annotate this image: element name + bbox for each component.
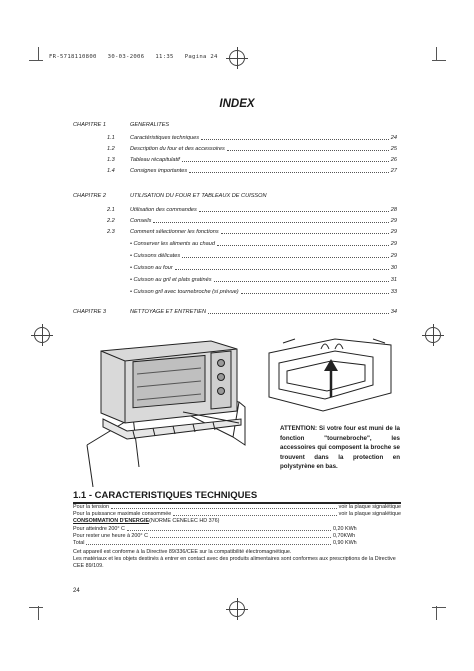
spec-value: voir la plaque signalétique: [338, 511, 401, 517]
toc-subentry[interactable]: [130, 251, 397, 259]
consumption-heading-label: CONSOMMATION D'ENERGIE: [73, 518, 150, 524]
toc-entry-label: • Cuisson au four: [130, 265, 173, 271]
toc-entry-label: Comment sélectionner les fonctions: [130, 229, 219, 235]
toc-entry-number: 1.4: [107, 168, 115, 174]
consumption-row: [73, 540, 401, 546]
toc-entry-page: 29: [390, 241, 397, 247]
toc-entry-page: 33: [390, 289, 397, 295]
chapter-2-number: CHAPITRE 2: [73, 193, 106, 199]
spec-label: Pour la puissance maximale consommée: [73, 511, 172, 517]
toc-entry[interactable]: [107, 205, 397, 213]
toc-entry-label: Description du four et des accessoires: [130, 146, 225, 152]
toc-entry-label: • Cuisson au gril et plats gratinés: [130, 277, 212, 283]
chapter-1-title: GENERALITES: [130, 122, 170, 128]
toc-entry-page: 25: [390, 146, 397, 152]
dot-leader: [221, 233, 389, 234]
toc-subentry[interactable]: [130, 239, 397, 247]
toc-entry-page: 28: [390, 207, 397, 213]
toc-entry[interactable]: [107, 155, 397, 163]
dot-leader: [127, 530, 331, 531]
dot-leader: [182, 257, 389, 258]
toc-entry-number: 1.3: [107, 157, 115, 163]
toc-entry-label: Caractéristiques techniques: [130, 135, 200, 141]
consumption-label: Total: [73, 540, 85, 546]
toc-entry-page: 27: [390, 168, 397, 174]
toc-entry-page: 31: [390, 277, 397, 283]
consumption-value: 0,70KWh: [333, 533, 356, 539]
conformity-note: Cet appareil est conforme à la Directive 89/336/CEE sur la compatibilité électromagnétique.: [73, 549, 292, 555]
dot-leader: [150, 537, 331, 538]
toc-entry-number: 2.2: [107, 218, 115, 224]
registration-mark-icon: [425, 327, 441, 343]
consumption-heading: [73, 518, 401, 524]
dot-leader: [208, 313, 389, 314]
section-title: 1.1 - CARACTERISTIQUES TECHNIQUES: [73, 490, 258, 501]
toc-entry-label: Conseils: [130, 218, 152, 224]
consumption-norm: (NORME CENELEC HD 376): [149, 518, 220, 524]
toc-entry-label: • Conserver les aliments au chaud: [130, 241, 215, 247]
crop-mark: [436, 606, 437, 620]
toc-entry-page: 29: [390, 229, 397, 235]
spec-label: Pour la tension: [73, 504, 109, 510]
dot-leader: [182, 161, 389, 162]
attention-note: ATTENTION: Si votre four est muni de la fonction "tournebroche", les accessoires qui composent la broche se trouvent dans la protection en polystyrène en bas.: [280, 425, 400, 470]
registration-mark-icon: [229, 50, 245, 66]
spec-value: voir la plaque signalétique: [338, 504, 401, 510]
consumption-value: 0,90 KWh: [333, 540, 357, 546]
crop-mark: [436, 47, 437, 61]
dot-leader: [241, 293, 389, 294]
chapter-1-number: CHAPITRE 1: [73, 122, 106, 128]
consumption-label: Pour rester une heure à 200° C: [73, 533, 148, 539]
toc-entry[interactable]: [107, 144, 397, 152]
toc-entry-page: 34: [390, 309, 397, 315]
dot-leader: [111, 508, 337, 509]
chapter-3-title: NETTOYAGE ET ENTRETIEN: [130, 309, 207, 315]
toc-chapter-3[interactable]: [73, 309, 397, 315]
toc-entry-page: 29: [390, 253, 397, 259]
toc-entry[interactable]: [107, 227, 397, 235]
dot-leader: [227, 150, 389, 151]
dot-leader: [175, 269, 389, 270]
toc-entry-label: Tableau récapitulatif: [130, 157, 180, 163]
crop-mark: [432, 607, 446, 608]
registration-mark-icon: [34, 327, 50, 343]
dot-leader: [217, 245, 389, 246]
page-title: INDEX: [219, 98, 255, 110]
dot-leader: [86, 544, 331, 545]
dot-leader: [153, 222, 388, 223]
consumption-row: [73, 533, 401, 539]
toc-entry-page: 26: [390, 157, 397, 163]
page-number: 24: [73, 588, 80, 594]
spec-row: [73, 511, 401, 517]
dot-leader: [199, 211, 389, 212]
consumption-row: [73, 526, 401, 532]
toc-entry-page: 30: [390, 265, 397, 271]
toc-entry-label: Consignes importantes: [130, 168, 188, 174]
toc-entry[interactable]: [107, 166, 397, 174]
spec-row: [73, 504, 401, 510]
toc-subentry[interactable]: [130, 287, 397, 295]
crop-mark: [38, 47, 39, 61]
consumption-value: 0,20 KWh: [333, 526, 357, 532]
toc-entry-label: • Cuisson gril avec tournebroche (si prévue): [130, 289, 239, 295]
crop-mark: [38, 606, 39, 620]
toc-entry-page: 29: [390, 218, 397, 224]
toc-entry-label: • Cuissons délicates: [130, 253, 181, 259]
registration-mark-icon: [229, 601, 245, 617]
print-slug: FR-5718110800 30-03-2006 11:35 Pagina 24: [49, 54, 218, 60]
toc-entry-number: 2.3: [107, 229, 115, 235]
crop-mark: [432, 60, 446, 61]
toc-entry[interactable]: [107, 133, 397, 141]
toc-entry-number: 1.1: [107, 135, 115, 141]
dot-leader: [214, 281, 389, 282]
toc-entry-number: 2.1: [107, 207, 115, 213]
chapter-2-title: UTILISATION DU FOUR ET TABLEAUX DE CUISSON: [130, 193, 267, 199]
toc-entry[interactable]: [107, 216, 397, 224]
toc-subentry[interactable]: [130, 263, 397, 271]
crop-mark: [29, 60, 43, 61]
food-contact-note: Les matériaux et les objets destinés à entrer en contact avec des produits alimentaires sont conformes aux prescriptions de la Directive CEE 89/109.: [73, 556, 396, 569]
consumption-label: Pour atteindre 200° C: [73, 526, 125, 532]
crop-mark: [29, 607, 43, 608]
chapter-3-number: CHAPITRE 3: [73, 309, 106, 315]
dot-leader: [173, 515, 336, 516]
toc-entry-number: 1.2: [107, 146, 115, 152]
toc-entry-label: Utilisation des commandes: [130, 207, 197, 213]
dot-leader: [201, 139, 389, 140]
toc-subentry[interactable]: [130, 275, 397, 283]
toc-entry-page: 24: [390, 135, 397, 141]
dot-leader: [189, 172, 389, 173]
